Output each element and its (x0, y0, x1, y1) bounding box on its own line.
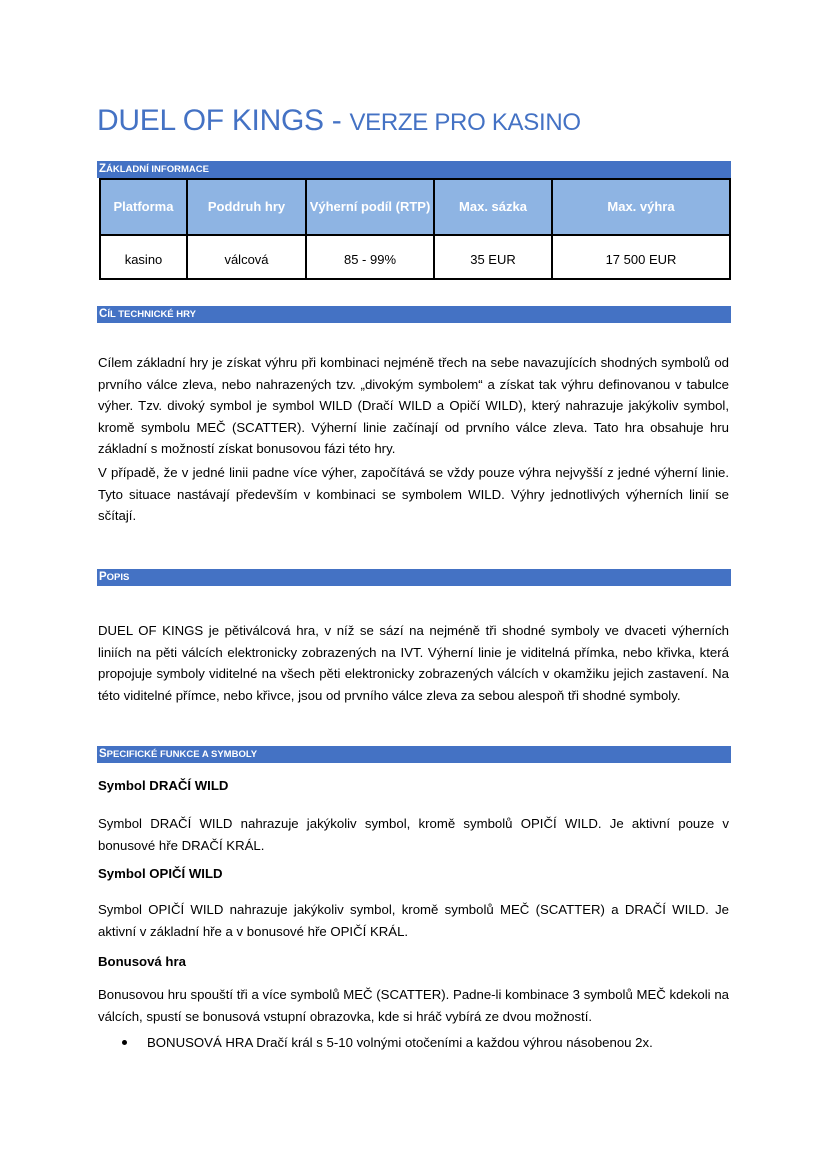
header-platform: Platforma (100, 179, 187, 235)
cell-platform: kasino (100, 235, 187, 279)
monkey-wild-heading: Symbol OPIČÍ WILD (98, 866, 223, 881)
section-header-goal (97, 306, 731, 323)
section-header-text: OPIS (106, 572, 130, 583)
bonus-game-heading: Bonusová hra (98, 954, 186, 969)
bonus-list-item (122, 1032, 653, 1053)
section-header-cap: Z (99, 163, 107, 175)
section-header-description (97, 569, 731, 586)
goal-paragraph-1: Cílem základní hry je získat výhru při kombinaci nejméně třech na sebe navazujících shodných symbolů od prvního válce zleva, nebo nahrazených tzv. „divokým symbolem“ a získat tak výhru definovanou v tabulce výher. Tzv. divoký symbol je symbol WILD (Dračí WILD a Opičí WILD), který nahrazuje jakýkoliv symbol, kromě symbolu MEČ (SCATTER). Výherní linie začínají od prvního válce zleva. Tato hra obsahuje hru základní s možností získat bonusovou fázi této hry. (98, 355, 729, 456)
section-header-cap: P (99, 571, 107, 583)
header-subtype: Poddruh hry (187, 179, 306, 235)
section-header-text: ÍL TECHNICKÉ HRY (107, 309, 196, 320)
cell-max-bet: 35 EUR (434, 235, 552, 279)
cell-subtype: válcová (187, 235, 306, 279)
description-paragraph: DUEL OF KINGS je pětiválcová hra, v níž se sází na nejméně tři shodné symboly ve dvaceti výherních liniích na pěti válcích elektronicky zobrazených na IVT. Výherní linie je viditelná přímka, nebo křivka, která propojuje symboly viditelné na všech pěti elektronicky zobrazených válcích v okamžiku jejich zastavení. Na této viditelné přímce, nebo křivce, jsou od prvního válce zleva za sebou alespoň tři shodné symboly. (98, 623, 729, 703)
goal-paragraph-2: V případě, že v jedné linii padne více výher, započítává se vždy pouze výhra nejvyšší z jedné výherní linie. Tyto situace nastávají především v kombinaci se symbolem WILD. Výhry jednotlivých výherních linií se sčítají. (98, 465, 729, 523)
section-header-text: PECIFICKÉ FUNKCE A SYMBOLY (106, 749, 258, 760)
bonus-list-item-text: BONUSOVÁ HRA Dračí král s 5-10 volnými otočeními a každou výhrou násobenou 2x. (147, 1035, 653, 1050)
header-max-win: Max. výhra (552, 179, 730, 235)
header-rtp: Výherní podíl (RTP) (306, 179, 434, 235)
section-header-features (97, 746, 731, 763)
dragon-wild-paragraph: Symbol DRAČÍ WILD nahrazuje jakýkoliv symbol, kromě symbolů OPIČÍ WILD. Je aktivní pouze v bonusové hře DRAČÍ KRÁL. (98, 816, 729, 853)
bullet-icon (122, 1040, 127, 1045)
dragon-wild-heading: Symbol DRAČÍ WILD (98, 778, 229, 793)
table-header-row (100, 179, 730, 235)
header-max-bet: Max. sázka (434, 179, 552, 235)
bonus-game-paragraph: Bonusovou hru spouští tři a více symbolů MEČ (SCATTER). Padne-li kombinace 3 symbolů MEČ kdekoli na válcích, spustí se bonusová vstupní obrazovka, kde si hráč vybírá ze dvou možností. (98, 987, 729, 1024)
monkey-wild-paragraph: Symbol OPIČÍ WILD nahrazuje jakýkoliv symbol, kromě symbolů MEČ (SCATTER) a DRAČÍ WILD. Je aktivní v základní hře a v bonusové hře OPIČÍ KRÁL. (98, 902, 729, 939)
title-separator: - (323, 104, 350, 137)
section-header-basic-info (97, 161, 731, 178)
page-title (97, 104, 581, 138)
table-row (100, 235, 730, 279)
cell-rtp: 85 - 99% (306, 235, 434, 279)
section-header-cap: S (99, 748, 107, 760)
section-header-text: ÁKLADNÍ INFORMACE (106, 164, 209, 175)
section-header-cap: C (99, 308, 108, 320)
basic-info-table (99, 178, 731, 280)
title-sub: VERZE PRO KASINO (349, 109, 581, 136)
title-main: DUEL OF KINGS (97, 104, 324, 137)
cell-max-win: 17 500 EUR (552, 235, 730, 279)
